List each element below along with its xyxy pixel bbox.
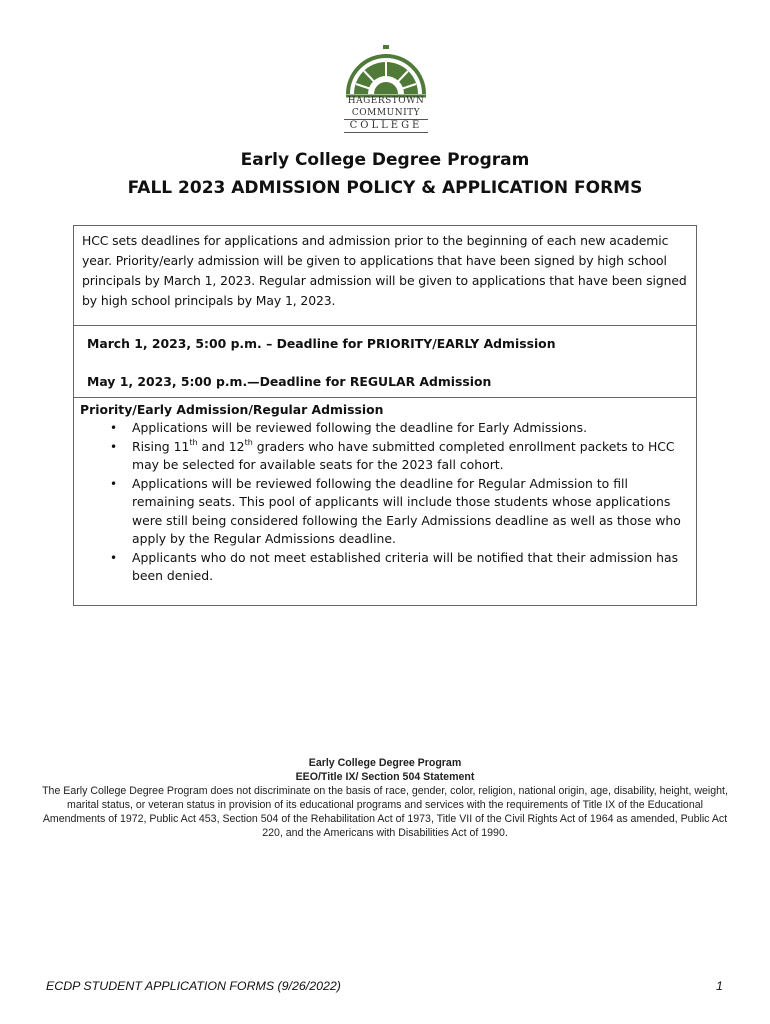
logo-rule bbox=[344, 132, 428, 133]
logo-wordmark-line1: HAGERSTOWN bbox=[347, 96, 425, 106]
bullet-icon: • bbox=[110, 550, 118, 565]
list-item: • Rising 11th and 12th graders who have submitted completed enrollment packets to HCC may be selected for available seats for the 2023 fall cohort. bbox=[110, 437, 675, 472]
logo-wordmark-line3: COLLEGE bbox=[349, 120, 423, 131]
intro-box bbox=[73, 225, 697, 326]
page-title: Early College Degree Program bbox=[240, 150, 530, 170]
policy-list bbox=[110, 419, 690, 586]
logo-wordmark-line2: COMMUNITY bbox=[351, 108, 421, 118]
list-item: • Applicants who do not meet established criteria will be notified that their admission has been denied. bbox=[110, 549, 679, 583]
footer-document-title: ECDP STUDENT APPLICATION FORMS (9/26/2022) bbox=[46, 979, 341, 993]
priority-deadline: March 1, 2023, 5:00 p.m. – Deadline for PRIORITY/EARLY Admission bbox=[87, 336, 556, 351]
intro-paragraph: HCC sets deadlines for applications and admission prior to the beginning of each new academic year. Priority/early admission will be given to applications that have been signed by high school principals by March 1, 2023. Regular admission will be given to applications that have been signed by high school principals by May 1, 2023. bbox=[82, 233, 687, 308]
eeo-heading: Early College Degree Program bbox=[308, 757, 462, 769]
admission-policy-box bbox=[73, 397, 697, 606]
policy-heading: Priority/Early Admission/Regular Admission bbox=[80, 402, 384, 417]
bullet-icon: • bbox=[110, 421, 118, 435]
deadlines-box bbox=[73, 325, 697, 398]
list-item: • Applications will be reviewed following the deadline for Early Admissions. bbox=[110, 419, 690, 438]
page-subtitle: FALL 2023 ADMISSION POLICY & APPLICATION FORMS bbox=[127, 178, 643, 198]
bullet-icon: • bbox=[110, 476, 118, 491]
college-seal-icon bbox=[342, 44, 430, 100]
eeo-body: The Early College Degree Program does not discriminate on the basis of race, gender, color, religion, national origin, age, disability, height, weight, marital status, or veteran status in provision of its educational programs and services with the requirements of Title IX of the Educational Amendments of 1972, Public Act 453, Section 504 of the Rehabilitation Act of 1973, Title VII of the Civil Rights Act of 1964 as amended, Public Act 220, and the Americans with Disabilities Act of 1990. bbox=[42, 785, 728, 839]
bullet-icon: • bbox=[110, 439, 118, 454]
eeo-statement bbox=[40, 756, 730, 840]
page-number: 1 bbox=[716, 979, 723, 993]
college-logo bbox=[342, 44, 430, 134]
eeo-subheading: EEO/Title IX/ Section 504 Statement bbox=[295, 771, 475, 783]
regular-deadline: May 1, 2023, 5:00 p.m.—Deadline for REGULAR Admission bbox=[87, 374, 492, 389]
list-item: • Applications will be reviewed following the deadline for Regular Admission to fill remaining seats. This pool of applicants will include those students whose applications were still being considered following the Early Admissions deadline as well as those who apply by the Regular Admissions deadline. bbox=[110, 475, 681, 546]
